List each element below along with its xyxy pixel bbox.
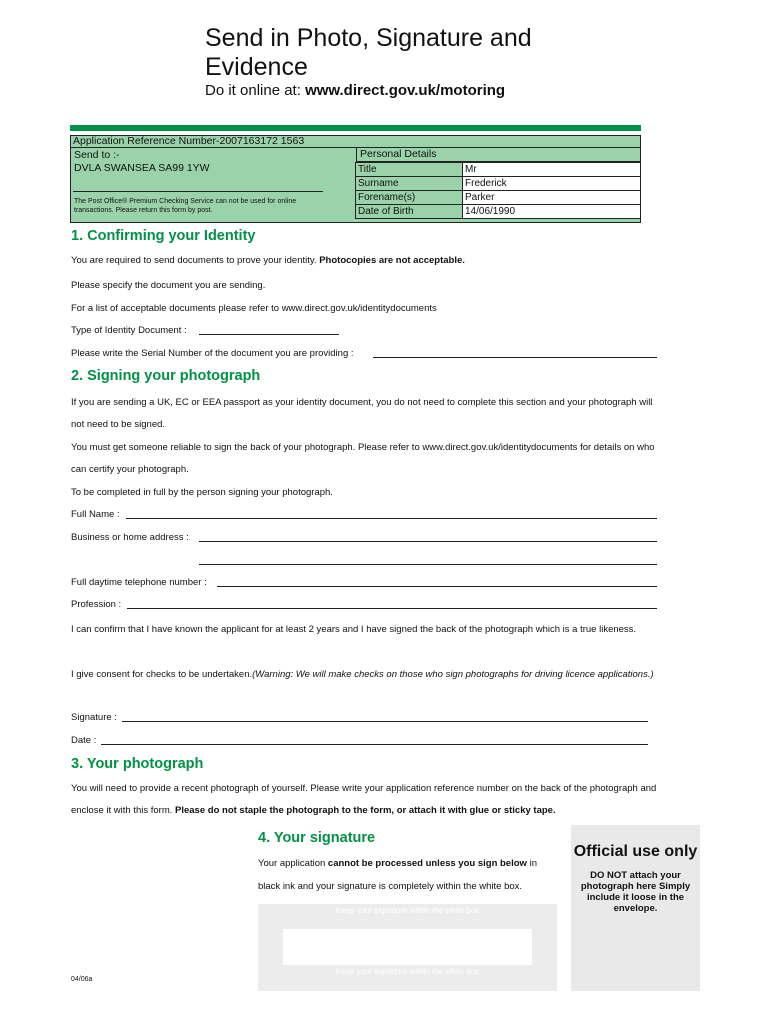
official-use-note: DO NOT attach your photograph here Simply include it loose in the envelope.: [580, 870, 691, 914]
section-1-specify: Please specify the document you are sending.: [71, 280, 266, 291]
surname-value: Frederick: [463, 177, 641, 191]
identity-type-field[interactable]: [199, 334, 339, 335]
section-4-heading: 4. Your signature: [258, 830, 376, 846]
full-name-field[interactable]: [126, 518, 657, 519]
send-to-label: Send to :-: [74, 149, 120, 161]
section-4-instructions: [258, 852, 558, 898]
table-row: [356, 177, 641, 191]
section-2-instruction: To be completed in full by the person signing your photograph.: [71, 487, 333, 498]
page-title: Send in Photo, Signature and Evidence: [205, 24, 532, 81]
section-1-intro-bold: Photocopies are not acceptable.: [319, 255, 465, 266]
dob-value: 14/06/1990: [463, 205, 641, 219]
section-3-heading: 3. Your photograph: [71, 756, 204, 772]
address-field-line-1[interactable]: [199, 541, 657, 542]
title-label: Title: [356, 163, 463, 177]
address-label: Business or home address :: [71, 532, 189, 543]
title-value: Mr: [463, 163, 641, 177]
section-2-passport-note: If you are sending a UK, EC or EEA passport as your identity document, you do not need to complete this section and your photograph will not need to be signed.: [71, 397, 653, 430]
section-3-bold: Please do not staple the photograph to the form, or attach it with glue or sticky tape.: [175, 805, 556, 816]
table-row: [356, 191, 641, 205]
profession-field[interactable]: [127, 608, 657, 609]
section-2-certify-note: You must get someone reliable to sign the back of your photograph. Please refer to www.direct.gov.uk/identitydocuments for details on who can certify your photograph.: [71, 442, 655, 475]
full-name-label: Full Name :: [71, 509, 120, 520]
online-url[interactable]: www.direct.gov.uk/motoring: [305, 82, 506, 99]
signature-field[interactable]: [122, 721, 648, 722]
section-4-text-pre: Your application: [258, 858, 326, 869]
phone-label: Full daytime telephone number :: [71, 577, 207, 588]
consent-warning: (Warning: We will make checks on those who sign photographs for driving licence applications.): [252, 669, 654, 680]
personal-details-label: Personal Details: [356, 148, 640, 162]
consent-text: I give consent for checks to be undertaken.: [71, 669, 253, 680]
send-to-line: [73, 191, 323, 192]
section-1-list-ref: For a list of acceptable documents please refer to www.direct.gov.uk/identitydocuments: [71, 303, 437, 314]
section-3-instructions: [71, 778, 666, 822]
signature-hint-bottom: Keep your signature within the white box: [335, 967, 480, 976]
serial-number-field[interactable]: [373, 357, 657, 358]
online-link-line: [205, 82, 505, 99]
section-1-intro-text: You are required to send documents to prove your identity.: [71, 255, 317, 266]
table-row: [356, 163, 641, 177]
table-row: [356, 205, 641, 219]
date-field[interactable]: [101, 744, 648, 745]
forename-value: Parker: [463, 191, 641, 205]
section-1-heading: 1. Confirming your Identity: [71, 228, 256, 244]
section-2-heading: 2. Signing your photograph: [71, 368, 261, 384]
surname-label: Surname: [356, 177, 463, 191]
official-use-box: [571, 825, 700, 991]
header-divider: [70, 125, 641, 131]
confirm-statement: I can confirm that I have known the applicant for at least 2 years and I have signed the back of the photograph which is a true likeness.: [71, 624, 637, 635]
personal-details-table: [355, 162, 641, 219]
form-code: 04/06a: [71, 976, 93, 983]
dob-label: Date of Birth: [356, 205, 463, 219]
application-reference: Application Reference Number-2007163172 1563: [70, 135, 641, 148]
signature-label: Signature :: [71, 712, 117, 723]
section-1-intro: [71, 255, 465, 267]
phone-field[interactable]: [217, 586, 657, 587]
section-4-text-post: in black ink and your signature is completely within the white box.: [258, 858, 537, 892]
consent-statement: [71, 664, 661, 686]
identity-type-label: Type of Identity Document :: [71, 325, 187, 336]
forename-label: Forename(s): [356, 191, 463, 205]
online-prefix: Do it online at:: [205, 82, 301, 99]
signature-hint-top: Keep your signature within the white box: [335, 906, 480, 915]
post-office-note: The Post Office® Premium Checking Service can not be used for online transactions. Please return this form by post.: [74, 198, 297, 214]
serial-number-label: Please write the Serial Number of the document you are providing :: [71, 348, 354, 359]
profession-label: Profession :: [71, 599, 122, 610]
send-to-address: DVLA SWANSEA SA99 1YW: [74, 162, 210, 174]
address-field-line-2[interactable]: [199, 564, 657, 565]
date-label: Date :: [71, 735, 97, 746]
section-4-bold: cannot be processed unless you sign below: [327, 858, 527, 869]
section-3-text: You will need to provide a recent photograph of yourself. Please write your application reference number on the back of the photograph and enclose it with this form.: [71, 783, 657, 816]
signature-white-box[interactable]: [283, 929, 532, 965]
official-use-title: Official use only: [573, 843, 698, 860]
